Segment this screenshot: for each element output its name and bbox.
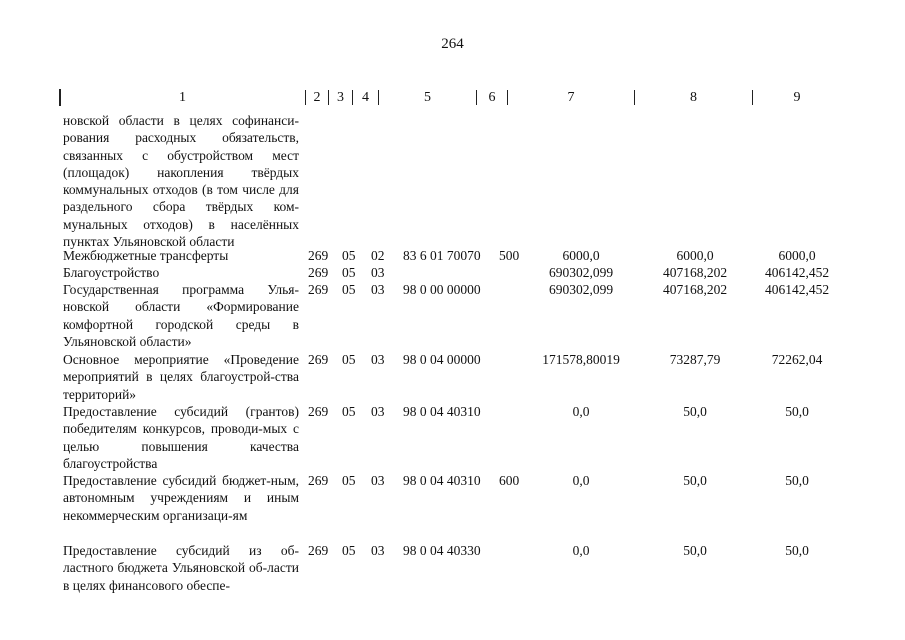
cell-value-9: 50,0 xyxy=(785,543,809,558)
cell-code-4: 03 xyxy=(371,404,385,419)
cell-value-8: 407168,202 xyxy=(662,282,728,297)
cell-code-5: 98 0 04 40330 xyxy=(403,543,481,558)
row-description: Основное мероприятие «Проведение мероприятий в целях благоустрой-ства территорий» xyxy=(63,352,299,402)
cell-code-6: 500 xyxy=(499,248,520,263)
cell-code-3: 05 xyxy=(342,352,356,367)
cell-code-2: 269 xyxy=(308,473,329,488)
cell-value-9: 50,0 xyxy=(785,404,809,419)
cell-code-4: 03 xyxy=(371,352,385,367)
cell-code-5: 83 6 01 70070 xyxy=(403,248,481,263)
cell-code-4: 03 xyxy=(371,473,385,488)
cell-value-8: 50,0 xyxy=(683,404,707,419)
cell-value-7: 0,0 xyxy=(572,404,590,419)
header-col-8: 8 xyxy=(634,90,752,105)
header-col-9: 9 xyxy=(752,90,841,105)
cell-code-3: 05 xyxy=(342,473,356,488)
cell-code-2: 269 xyxy=(308,282,329,297)
header-col-7: 7 xyxy=(507,90,634,105)
cell-value-7: 0,0 xyxy=(572,543,590,558)
page-number: 264 xyxy=(441,36,464,52)
cell-value-8: 50,0 xyxy=(683,543,707,558)
table-header xyxy=(59,89,801,106)
cell-value-7: 690302,099 xyxy=(548,265,614,280)
cell-code-5: 98 0 04 00000 xyxy=(403,352,481,367)
cell-code-3: 05 xyxy=(342,404,356,419)
cell-code-2: 269 xyxy=(308,543,329,558)
header-col-1: 1 xyxy=(179,90,186,105)
cell-value-9: 406142,452 xyxy=(764,265,830,280)
cell-code-2: 269 xyxy=(308,248,329,263)
row-description: Благоустройство xyxy=(63,265,160,280)
cell-value-8: 407168,202 xyxy=(662,265,728,280)
row-description: Предоставление субсидий из об-ластного бюджета Ульяновской об-ласти в целях финансового обеспе- xyxy=(63,543,299,593)
cell-code-5: 98 0 00 00000 xyxy=(403,282,481,297)
header-col-4: 4 xyxy=(352,90,378,105)
cell-value-7: 6000,0 xyxy=(562,248,600,263)
cell-value-8: 50,0 xyxy=(683,473,707,488)
cell-value-9: 72262,04 xyxy=(771,352,823,367)
cell-value-7: 0,0 xyxy=(572,473,590,488)
cell-value-9: 6000,0 xyxy=(778,248,816,263)
cell-code-2: 269 xyxy=(308,404,329,419)
row-description: Предоставление субсидий бюджет-ным, автономным учреждениям и иным некоммерческим организаци-ям xyxy=(63,473,299,523)
cell-code-6: 600 xyxy=(499,473,520,488)
cell-code-3: 05 xyxy=(342,282,356,297)
cell-code-2: 269 xyxy=(308,352,329,367)
cell-value-8: 73287,79 xyxy=(669,352,721,367)
cell-value-7: 171578,80019 xyxy=(542,352,620,367)
header-col-3: 3 xyxy=(328,90,352,105)
cell-code-4: 02 xyxy=(371,248,385,263)
cell-code-4: 03 xyxy=(371,265,385,280)
header-col-2: 2 xyxy=(305,90,328,105)
row-description: Предоставление субсидий (грантов) победителям конкурсов, проводи-мых с целью повышения качества благоустройства xyxy=(63,404,299,471)
cell-value-8: 6000,0 xyxy=(676,248,714,263)
cell-value-7: 690302,099 xyxy=(548,282,614,297)
cell-value-9: 50,0 xyxy=(785,473,809,488)
header-col-6: 6 xyxy=(476,90,507,105)
cell-code-3: 05 xyxy=(342,265,356,280)
cell-value-9: 406142,452 xyxy=(764,282,830,297)
row-description: новской области в целях софинанси-рования расходных обязательств, связанных с обустройством мест (площадок) накопления твёрдых коммунальных отходов (в том числе для раздельного сбора твёрдых ком-мунальных отходов) в населённых пунктах Ульяновской области xyxy=(63,113,299,250)
cell-code-4: 03 xyxy=(371,543,385,558)
row-description: Межбюджетные трансферты xyxy=(63,248,229,263)
cell-code-5: 98 0 04 40310 xyxy=(403,473,481,488)
header-col-5: 5 xyxy=(378,90,476,105)
cell-code-2: 269 xyxy=(308,265,329,280)
cell-code-3: 05 xyxy=(342,248,356,263)
row-description: Государственная программа Улья-новской области «Формирование комфортной городской среды в Ульяновской области» xyxy=(63,282,299,349)
cell-code-4: 03 xyxy=(371,282,385,297)
cell-code-5: 98 0 04 40310 xyxy=(403,404,481,419)
cell-code-3: 05 xyxy=(342,543,356,558)
